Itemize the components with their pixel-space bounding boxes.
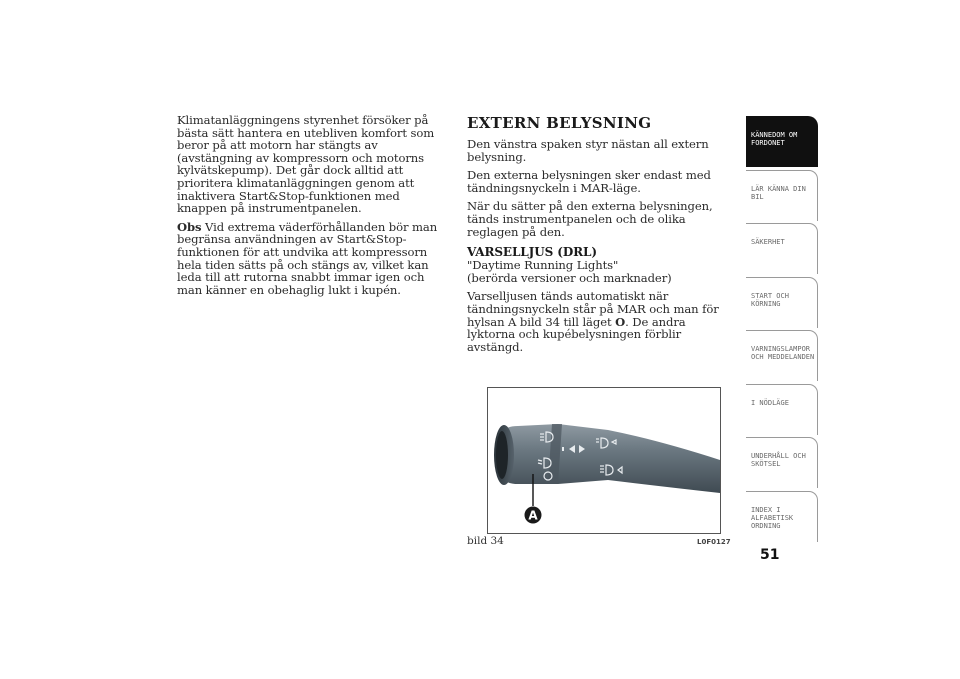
figure-lever — [487, 387, 721, 534]
right-column — [467, 114, 732, 359]
chapter-tabs — [746, 116, 818, 544]
figure-caption: bild 34 — [467, 535, 504, 547]
paragraph: Klimatanläggningens styrenhet försöker på bästa sätt hantera en utebliven komfort som beror på att motorn har stängts av (avstängning av kompressorn och motorns kylvätskepump). Det går dock alltid att prioritera klimatanläggningen genom att inaktivera Start&Stop-funktionen med knappen på instrumentpanelen. — [177, 113, 435, 216]
callout-label: A — [528, 508, 538, 523]
subsection-line: (berörda versioner och marknader) — [467, 270, 672, 285]
text-span: . De andra lyktorna och kupébelysningen förblir avstängd. — [467, 314, 686, 354]
subsection-line: "Daytime Running Lights" — [467, 258, 619, 273]
bold-position: O — [615, 314, 626, 329]
text-span: Varselljusen tänds automatiskt när tändningsnyckeln står på MAR och man för hylsan A bild 34 till läget — [467, 289, 719, 329]
chapter-tab[interactable]: INDEX I ALFABETISK ORDNING — [746, 491, 818, 542]
paragraph: När du sätter på den externa belysningen, tänds instrumentpanelen och de olika reglagen på den. — [467, 199, 713, 239]
obs-label: Obs — [177, 219, 202, 234]
obs-paragraph — [177, 221, 449, 297]
paragraph: Den externa belysningen sker endast med tändningsnyckeln i MAR-läge. — [467, 168, 711, 195]
section-title: EXTERN BELYSNING — [467, 114, 652, 132]
chapter-tab[interactable]: START OCH KÖRNING — [746, 277, 818, 328]
paragraph — [467, 290, 732, 353]
chapter-tab[interactable]: LÄR KÄNNA DIN BIL — [746, 170, 818, 221]
chapter-tab[interactable]: SÄKERHET — [746, 223, 818, 274]
subsection-title: VARSELLJUS (DRL) — [467, 245, 597, 260]
chapter-tab[interactable]: I NÖDLÄGE — [746, 384, 818, 435]
page-number: 51 — [760, 547, 780, 563]
obs-text: Vid extrema väderförhållanden bör man begränsa användningen av Start&Stop-funktionen för att undvika att kompressorn hela tiden sätts på och stängs av, vilket kan leda till att rutorna snabbt immar igen och man känner en obehaglig lukt i kupén. — [177, 219, 438, 297]
lever-illustration — [488, 388, 720, 533]
paragraph: Den vänstra spaken styr nästan all extern belysning. — [467, 137, 709, 164]
chapter-tab[interactable]: KÄNNEDOM OM FORDONET — [746, 116, 818, 167]
left-column — [177, 114, 449, 302]
chapter-tab[interactable]: VARNINGSLAMPOR OCH MEDDELANDEN — [746, 330, 818, 381]
chapter-tab[interactable]: UNDERHÅLL OCH SKÖTSEL — [746, 437, 818, 488]
figure-code: L0F0127 — [697, 538, 731, 546]
